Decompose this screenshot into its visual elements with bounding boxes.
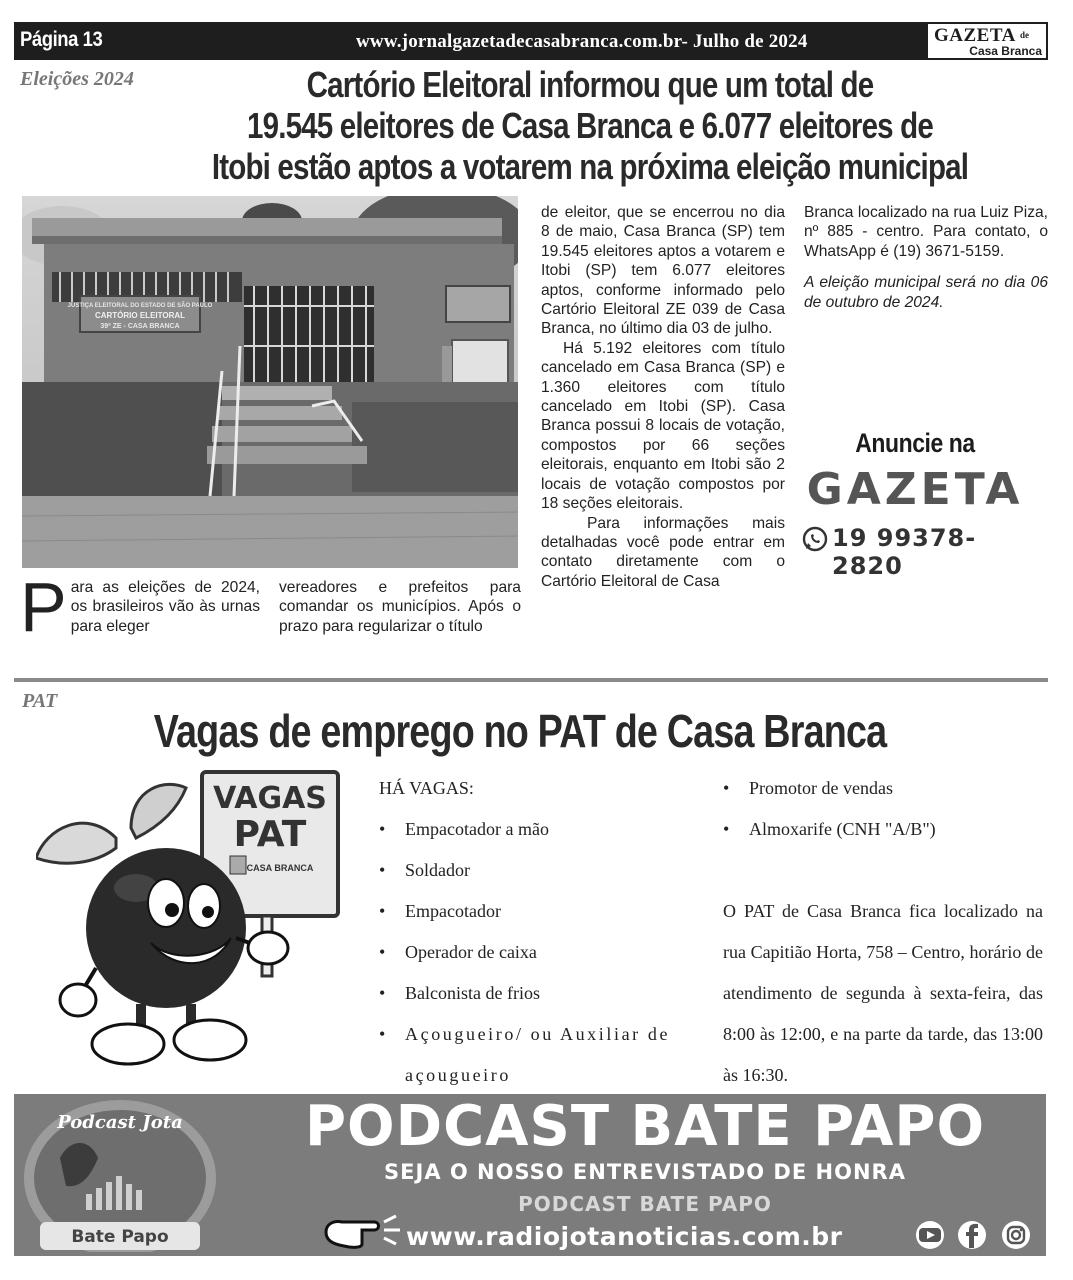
sign-vagas-text: VAGAS — [213, 781, 327, 816]
banner-subtitle-2: PODCAST BATE PAPO — [518, 1192, 772, 1216]
logo-de-text: de — [1020, 30, 1029, 40]
logo-gazeta-text: GAZETA — [934, 25, 1016, 46]
cartorio-building-image — [22, 196, 518, 568]
col3-paragraph-1: de eleitor, que se encerrou no dia 8 de maio, Casa Branca (SP) tem 19.545 eleitores aptos a votarem e Itobi (SP) tem 6.077 eleitores aptos, conforme informado pelo Cartório Eleitoral ZE 039 de Casa Branca, no último dia 03 de julho. — [541, 204, 785, 338]
col2-text: vereadores e prefeitos para comandar os municípios. Após o prazo para regularizar o título — [279, 579, 521, 635]
col1-text: ara as eleições de 2024, os brasileiros vão às urnas para eleger — [70, 579, 260, 635]
jobs-intro: HÁ VAGAS: — [379, 778, 474, 798]
job-item: • Açougueiro/ ou Auxiliar de açougueiro — [379, 1014, 701, 1096]
article1-col2 — [279, 578, 521, 636]
job-item: • Promotor de vendas — [723, 768, 1045, 809]
banner-title: PODCAST BATE PAPO — [304, 1094, 986, 1159]
article1-col4 — [804, 203, 1048, 312]
pat-headline: Vagas de emprego no PAT de Casa Branca — [153, 705, 887, 757]
anuncie-ad — [800, 428, 1030, 580]
sign-city-text: CASA BRANCA — [246, 863, 314, 873]
pat-mascot-illustration — [36, 768, 356, 1080]
podcast-banner — [14, 1094, 1046, 1256]
headline-line-2: 19.545 eleitores de Casa Branca e 6.077 eleitores de — [247, 105, 933, 146]
site-url-date: www.jornalgazetadecasabranca.com.br- Julho de 2024 — [356, 31, 808, 52]
section-label-eleicoes: Eleições 2024 — [20, 68, 134, 90]
headline-line-3: Itobi estão aptos a votarem na próxima eleição municipal — [211, 146, 969, 187]
photo-sign-line-1: JUSTIÇA ELEITORAL DO ESTADO DE SÃO PAULO — [67, 303, 213, 309]
dropcap-letter: P — [20, 568, 67, 646]
photo-sign-line-2: CARTÓRIO ELEITORAL — [94, 311, 186, 320]
whatsapp-icon — [802, 526, 828, 552]
pointing-hand-icon — [322, 1214, 402, 1252]
gazeta-logo — [926, 22, 1048, 60]
pat-location-info: O PAT de Casa Branca fica localizado na rua Capitião Horta, 758 – Centro, horário de atendimento de segunda à sexta-feira, das 8:00 às 12:00, e na parte da tarde, das 13:00 às 16:30. — [723, 901, 1043, 1085]
col3-paragraph-3: Para informações mais detalhadas você pode entrar em contato diretamente com o Cartório Eleitoral de Casa — [541, 514, 785, 590]
logo-city-text: Casa Branca — [969, 44, 1042, 58]
podcast-logo-top-text: Podcast Jota — [57, 1112, 183, 1133]
mascot-image — [36, 768, 356, 1080]
article1-col1 — [20, 568, 260, 646]
col4-paragraph-2: A eleição municipal será no dia 06 de outubro de 2024. — [804, 274, 1048, 311]
cartorio-photo — [22, 196, 518, 568]
article1-headline — [180, 64, 1000, 187]
banner-subtitle: SEJA O NOSSO ENTREVISTADO DE HONRA — [384, 1160, 906, 1184]
photo-sign-line-3: 39ª ZE - CASA BRANCA — [100, 323, 180, 330]
instagram-icon — [1000, 1220, 1032, 1250]
job-item: • Empacotador a mão — [379, 809, 701, 850]
jobs-list-left — [379, 768, 701, 1096]
ad-phone: 19 99378-2820 — [832, 524, 977, 580]
job-item: • Empacotador — [379, 891, 701, 932]
section-divider — [14, 678, 1048, 682]
youtube-icon — [910, 1220, 950, 1250]
ad-brand: GAZETA — [806, 464, 1024, 515]
podcast-logo — [20, 1098, 220, 1252]
header-bar — [14, 22, 1048, 60]
page-number: Página 13 — [20, 28, 103, 51]
job-item: • Soldador — [379, 850, 701, 891]
podcast-logo-bottom-text: Bate Papo — [71, 1227, 169, 1247]
headline-line-1: Cartório Eleitoral informou que um total de — [306, 64, 874, 105]
sign-pat-text: PAT — [233, 814, 307, 855]
article1-col3 — [541, 203, 785, 591]
facebook-icon — [956, 1220, 988, 1250]
col4-paragraph-1: Branca localizado na rua Luiz Piza, nº 885 - centro. Para contato, o WhatsApp é (19) 3671-5159. — [804, 204, 1048, 260]
job-item: • Operador de caixa — [379, 932, 701, 973]
section-label-pat: PAT — [22, 690, 58, 712]
col3-paragraph-2: Há 5.192 eleitores com título cancelado em Casa Branca (SP) e 1.360 eleitores com título cancelado em Itobi (SP). Casa Branca possui 8 locais de votação, compostos por 66 seções eleitorais, enquanto em Itobi são 2 locais de votação compostos por 18 seções eleitorais. — [541, 339, 785, 513]
jobs-list-right — [723, 768, 1045, 850]
job-item: • Almoxarife (CNH "A/B") — [723, 809, 1045, 850]
job-item: • Balconista de frios — [379, 973, 701, 1014]
banner-url: www.radiojotanoticias.com.br — [406, 1222, 843, 1251]
ad-title: Anuncie na — [855, 428, 975, 458]
